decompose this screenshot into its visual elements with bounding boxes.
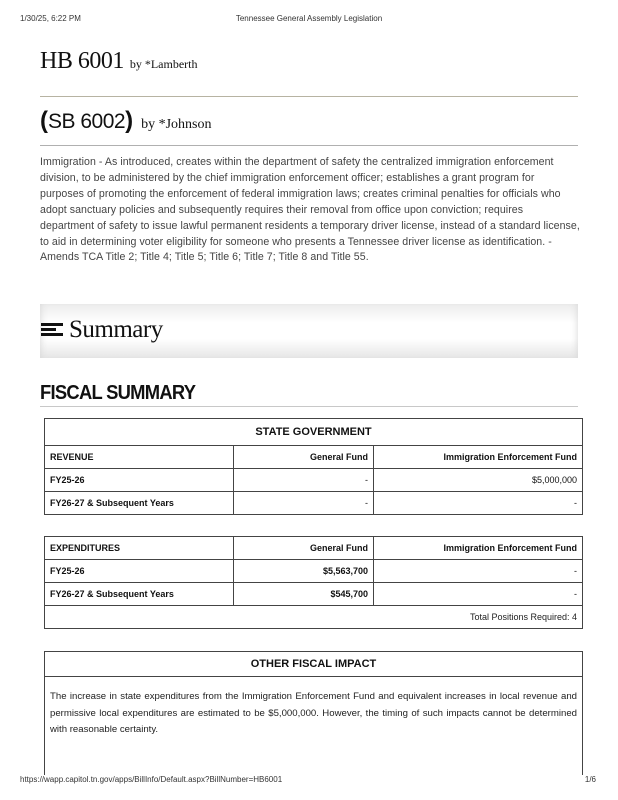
column-header: General Fund (234, 446, 374, 469)
column-header: REVENUE (45, 446, 234, 469)
immigration-fund-value: $5,000,000 (374, 469, 583, 492)
open-paren: ( (40, 107, 48, 134)
fiscal-summary-title: FISCAL SUMMARY (40, 382, 196, 404)
senate-bill-heading (40, 107, 211, 135)
row-label: FY26-27 & Subsequent Years (45, 583, 234, 606)
print-page-title: Tennessee General Assembly Legislation (235, 14, 383, 23)
column-header: Immigration Enforcement Fund (374, 446, 583, 469)
other-fiscal-impact-text: The increase in state expenditures from the Immigration Enforcement Fund and equivalent increases in local revenue and permissive local expenditures are estimated to be $5,000,000. However, the timing of such impacts cannot be determined with reasonable certainty. (50, 691, 577, 735)
bill-description: Immigration - As introduced, creates within the department of safety the centralized immigration enforcement division, to be administered by the chief immigration enforcement officer; establishes a grant program for purposes of promoting the enforcement of federal immigration laws; creates criminal penalties for officials who adopt sanctuary policies and subsequently requires their removal from office upon conviction; requires department of safety to issue lawful permanent residents a temporary driver license, instead of a standard license, to aid in determining voter eligibility for someone who presents a Tennessee driver license as identification. - Amends TCA Title 2; Title 4; Title 5; Title 6; Title 7; Title 8 and Title 55. (40, 156, 580, 264)
table-row (45, 492, 583, 515)
column-header: General Fund (234, 537, 374, 560)
general-fund-value: $5,563,700 (234, 560, 374, 583)
house-bill-number: HB 6001 (40, 48, 124, 74)
print-datetime: 1/30/25, 6:22 PM (20, 14, 81, 23)
print-footer (0, 775, 618, 800)
divider (40, 406, 578, 407)
summary-heading: Summary (69, 316, 163, 343)
table-header-row (45, 537, 583, 560)
table-row (45, 583, 583, 606)
table-row (45, 560, 583, 583)
row-label: FY25-26 (45, 469, 234, 492)
house-bill-heading (40, 48, 198, 75)
state-government-caption: STATE GOVERNMENT (45, 419, 583, 446)
immigration-fund-value: - (374, 492, 583, 515)
column-header: EXPENDITURES (45, 537, 234, 560)
expenditures-table (44, 536, 583, 629)
senate-bill-sponsor[interactable]: by *Johnson (141, 117, 212, 132)
summary-banner (40, 304, 578, 358)
general-fund-value: $545,700 (234, 583, 374, 606)
page-url: https://wapp.capitol.tn.gov/apps/BillInfo/Default.aspx?BillNumber=HB6001 (20, 775, 283, 784)
immigration-fund-value: - (374, 560, 583, 583)
house-bill-sponsor[interactable]: by *Lamberth (129, 57, 198, 71)
row-label: FY25-26 (45, 560, 234, 583)
total-positions: Total Positions Required: 4 (45, 606, 583, 629)
row-label: FY26-27 & Subsequent Years (45, 492, 234, 515)
general-fund-value: - (234, 469, 374, 492)
table-header-row (45, 446, 583, 469)
close-paren: ) (125, 107, 134, 134)
revenue-table (44, 418, 583, 515)
total-positions-row (45, 606, 583, 629)
general-fund-value: - (234, 492, 374, 515)
page-number: 1/6 (584, 775, 596, 784)
divider (40, 145, 578, 146)
column-header: Immigration Enforcement Fund (374, 537, 583, 560)
table-row (45, 469, 583, 492)
senate-bill-number[interactable]: SB 6002 (48, 110, 126, 133)
other-fiscal-impact-caption: OTHER FISCAL IMPACT (45, 652, 582, 677)
divider (40, 96, 578, 97)
text-lines-icon (41, 323, 65, 340)
immigration-fund-value: - (374, 583, 583, 606)
